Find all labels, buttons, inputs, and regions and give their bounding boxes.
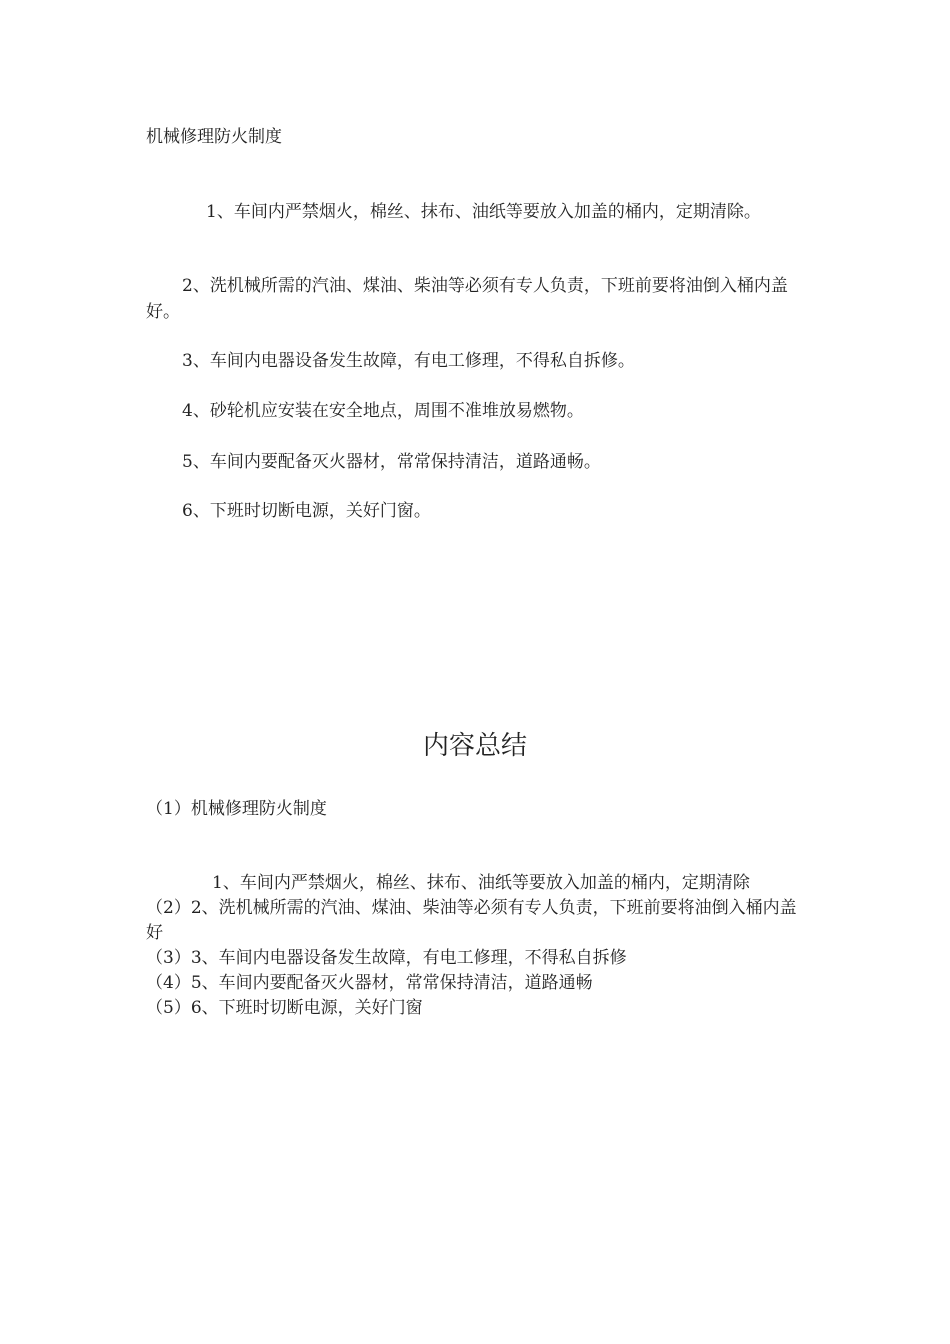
rule-paragraph-1: 1、车间内严禁烟火，棉丝、抹布、油纸等要放入加盖的桶内，定期清除。 [206, 202, 761, 222]
rule-paragraph-6: 6、下班时切断电源，关好门窗。 [182, 501, 431, 521]
summary-item-2: （2）2、洗机械所需的汽油、煤油、柴油等必须有专人负责，下班前要将油倒入桶内盖好 [146, 898, 797, 943]
rule-paragraph-2: 2、洗机械所需的汽油、煤油、柴油等必须有专人负责，下班前要将油倒入桶内盖好。 [146, 276, 788, 322]
summary-subtitle: （1）机械修理防火制度 [146, 799, 327, 819]
summary-item-1: 1、车间内严禁烟火，棉丝、抹布、油纸等要放入加盖的桶内，定期清除 [212, 873, 750, 893]
summary-item-4: （4）5、车间内要配备灭火器材，常常保持清洁，道路通畅 [146, 973, 593, 993]
summary-item-3: （3）3、车间内电器设备发生故障，有电工修理，不得私自拆修 [146, 948, 627, 968]
summary-heading: 内容总结 [422, 731, 527, 761]
summary-item-5: （5）6、下班时切断电源，关好门窗 [146, 998, 423, 1018]
rule-paragraph-5: 5、车间内要配备灭火器材，常常保持清洁，道路通畅。 [182, 452, 601, 472]
document-title: 机械修理防火制度 [146, 127, 282, 147]
rule-paragraph-3: 3、车间内电器设备发生故障，有电工修理，不得私自拆修。 [182, 351, 635, 371]
summary-list [146, 871, 806, 1021]
rule-paragraph-4: 4、砂轮机应安装在安全地点，周围不准堆放易燃物。 [182, 401, 584, 421]
